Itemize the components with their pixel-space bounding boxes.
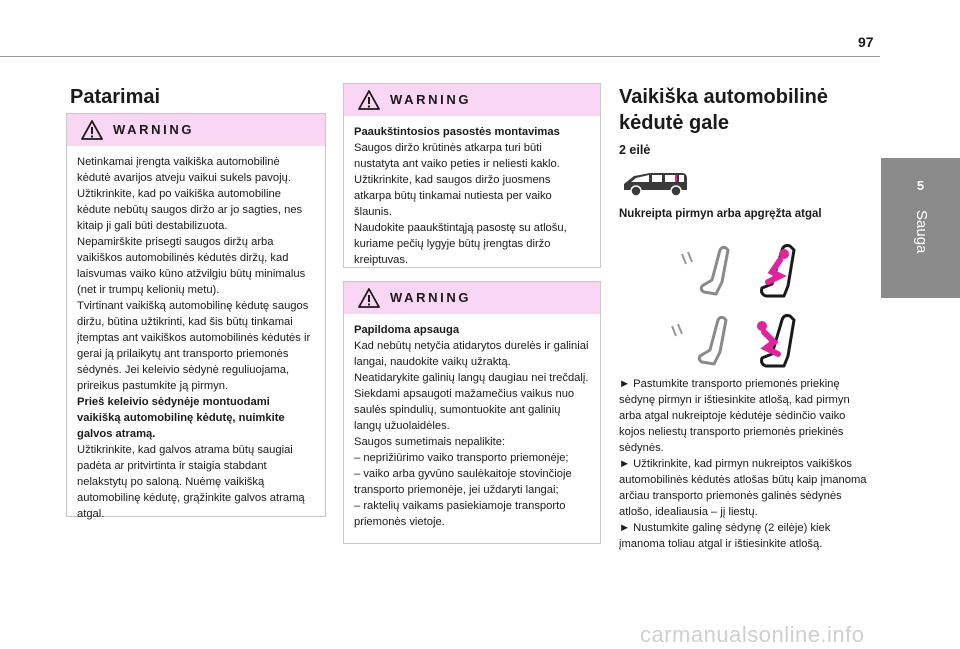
warning-header [344, 282, 600, 314]
paragraph: Tvirtinant vaikišką automobilinę kėdutę saugos diržu, būtina užtikrinti, kad šis būtų tinkamai įtemptas ant vaikiškos automobilinės kėdutės ir gerai ją prilaikytų ant transporto priemonės sėdynės. Jei keleivio sėdynė reguliuojama, prireikus pastumkite ją pirmyn. [77, 300, 311, 392]
warning-box-extra-protection [343, 281, 601, 544]
paragraph: Netinkamai įrengta vaikiška automobilinė kėdutė avarijos atveju vaikui sukels pavojų. [77, 156, 291, 184]
paragraph: Siekdami apsaugoti mažamečius vaikus nuo saulės spindulių, sumontuokite ant galinių langų užuolaidėles. [354, 388, 575, 432]
illustration-caption: Nukreipta pirmyn arba apgręžta atgal [619, 208, 822, 220]
warning-box-patarimai [66, 113, 326, 520]
section-title-rear-seat [619, 84, 828, 136]
forward-facing-seat-illustration [676, 242, 816, 304]
rear-facing-seat-illustration [666, 312, 816, 374]
warning-title: WARNING [390, 92, 472, 107]
paragraph: Užtikrinkite, kad po vaikiška automobiline kėdute nebūtų saugos diržo ar jo sagties, nes kitaip ji gali būti destabilizuota. [77, 188, 303, 232]
warning-header [344, 84, 600, 116]
instructions [619, 376, 871, 552]
paragraph: Saugos diržo krūtinės atkarpa turi būti nustatyta ant vaiko peties ir neliesti kaklo. [354, 142, 560, 170]
paragraph: Kad nebūtų netyčia atidarytos durelės ir galiniai langai, naudokite vaikų užraktą. [354, 340, 589, 368]
row-subtitle: 2 eilė [619, 143, 651, 157]
van-icon [620, 170, 692, 198]
warning-body [67, 146, 325, 532]
warning-icon [358, 90, 380, 110]
chapter-number: 5 [916, 178, 925, 193]
instruction-item: ► Nustumkite galinę sėdynę (2 eilėje) kiek įmanoma toliau atgal ir ištiesinkite atlošą. [619, 522, 831, 550]
warning-title: WARNING [390, 290, 472, 305]
warning-box-booster [343, 83, 601, 268]
page-number: 97 [858, 34, 874, 50]
paragraph: Užtikrinkite, kad galvos atrama būtų saugiai padėta ar pritvirtinta ir staigia stabdant nelakstytų po saloną. Nuėmę vaikišką automobilinę kėdutę, grąžinkite galvos atramą atgal. [77, 444, 305, 520]
warning-icon [81, 120, 103, 140]
watermark: carmanualsonline.info [640, 622, 865, 647]
instruction-item: ► Užtikrinkite, kad pirmyn nukreiptos vaikiškos automobilinės kėdutės atlošas būtų kaip įmanoma arčiau transporto priemonės galinės sėdynės atlošo, idealiausia – jį liestų. [619, 458, 867, 518]
paragraph: Prieš keleivio sėdynėje montuodami vaikišką automobilinę kėdutę, nuimkite galvos atramą. [77, 396, 285, 440]
paragraph: Naudokite paaukštintąją pasostę su atlošu, kuriame pečių lygyje būtų įrengtas diržo kreiptuvas. [354, 222, 567, 266]
paragraph: Neatidarykite galinių langų daugiau nei trečdalį. [354, 372, 589, 384]
list-item: – raktelių vaikams pasiekiamoje transporto priemonės vietoje. [354, 500, 566, 528]
list-item: – neprižiūrimo vaiko transporto priemonėje; [354, 452, 569, 464]
paragraph: Saugos sumetimais nepalikite: [354, 436, 506, 448]
section-title-line: Vaikiška automobilinė [619, 86, 828, 108]
section-title-patarimai: Patarimai [70, 86, 161, 108]
warning-body [344, 314, 600, 540]
chapter-tab[interactable] [881, 158, 960, 298]
warning-header [67, 114, 325, 146]
instruction-item: ► Pastumkite transporto priemonės priekinę sėdynę pirmyn ir ištiesinkite atlošą, kad pirmyn arba atgal nukreiptoje kėdutėje sėdinčio vaiko kojos neliestų transporto priemonės priekinės sėdynės. [619, 378, 850, 454]
warning-icon [358, 288, 380, 308]
warning-heading: Paaukštintosios pasostės montavimas [354, 126, 560, 138]
chapter-label: Sauga [913, 210, 930, 254]
section-title-line: kėdutė gale [619, 112, 730, 134]
paragraph: Nepamirškite prisegti saugos diržų arba vaikiškos automobilinės kėdutės diržų, kad laisvumas vaiko kūno atžvilgiu būtų minimalus (net ir trumpų kelionių metu). [77, 236, 306, 296]
warning-body [344, 116, 600, 278]
warning-heading: Papildoma apsauga [354, 324, 460, 336]
header-divider [0, 56, 880, 57]
list-item: – vaiko arba gyvūno saulėkaitoje stovinčioje transporto priemonėje, jei uždaryti langai; [354, 468, 572, 496]
warning-title: WARNING [113, 122, 195, 137]
paragraph: Užtikrinkite, kad saugos diržo juosmens atkarpa būtų tinkamai nutiesta per vaiko šlaunis. [354, 174, 552, 218]
